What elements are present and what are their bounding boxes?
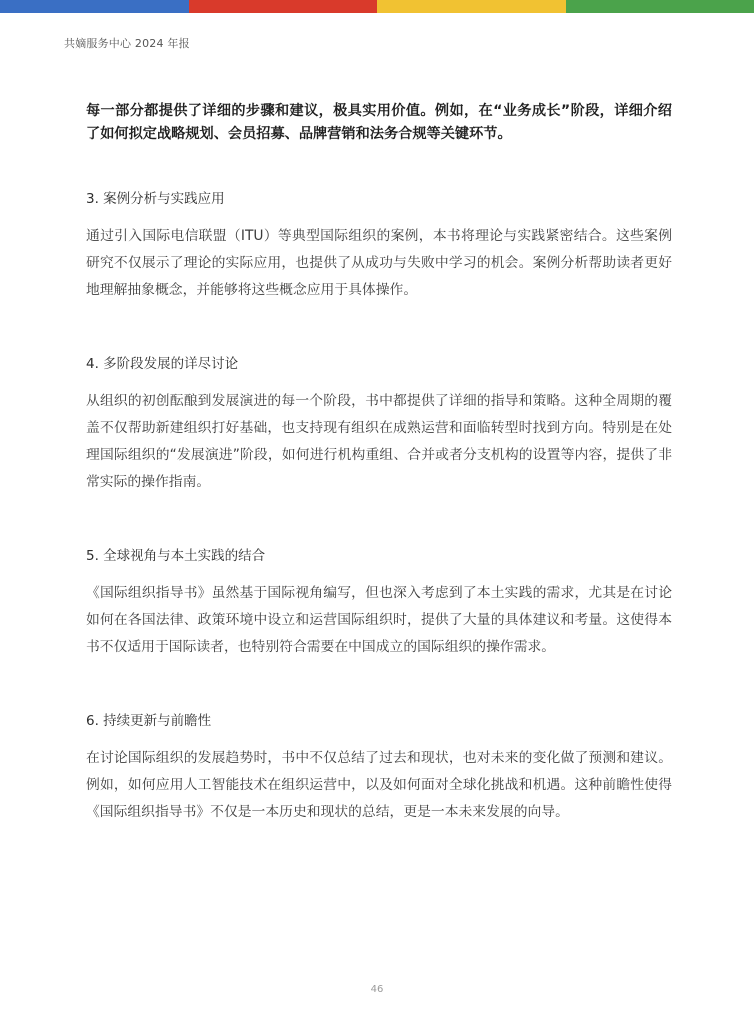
intro-paragraph: 每一部分都提供了详细的步骤和建议，极具实用价值。例如，在“业务成长”阶段，详细介绍了如何拟定战略规划、会员招募、品牌营销和法务合规等关键环节。 xyxy=(86,103,672,142)
section-heading: 3. 案例分析与实践应用 xyxy=(86,191,225,207)
top-color-bar xyxy=(0,0,754,13)
page-number: 46 xyxy=(370,984,384,995)
header-title: 共嫡服务中心 2024 年报 xyxy=(64,37,190,50)
section-heading: 6. 持续更新与前瞻性 xyxy=(86,713,212,729)
color-bar-blue xyxy=(0,0,189,13)
section-body: 在讨论国际组织的发展趋势时，书中不仅总结了过去和现状，也对未来的变化做了预测和建议。例如，如何应用人工智能技术在组织运营中，以及如何面对全球化挑战和机遇。这种前瞻性使得《国际组织指导书》不仅是一本历史和现状的总结，更是一本未来发展的向导。 xyxy=(86,750,672,820)
section-heading: 4. 多阶段发展的详尽讨论 xyxy=(86,356,239,372)
page-content xyxy=(86,100,672,826)
color-bar-yellow xyxy=(377,0,566,13)
section-heading: 5. 全球视角与本土实践的结合 xyxy=(86,548,266,564)
section-body: 《国际组织指导书》虽然基于国际视角编写，但也深入考虑到了本土实践的需求，尤其是在讨论如何在各国法律、政策环境中设立和运营国际组织时，提供了大量的具体建议和考量。这使得本书不仅适用于国际读者，也特别符合需要在中国成立的国际组织的操作需求。 xyxy=(86,585,672,655)
color-bar-red xyxy=(189,0,378,13)
section-body: 从组织的初创酝酿到发展演进的每一个阶段，书中都提供了详细的指导和策略。这种全周期的覆盖不仅帮助新建组织打好基础，也支持现有组织在成熟运营和面临转型时找到方向。特别是在处理国际组织的“发展演进”阶段，如何进行机构重组、合并或者分支机构的设置等内容，提供了非常实际的操作指南。 xyxy=(86,393,672,490)
color-bar-green xyxy=(566,0,754,13)
section-body: 通过引入国际电信联盟（ITU）等典型国际组织的案例，本书将理论与实践紧密结合。这些案例研究不仅展示了理论的实际应用，也提供了从成功与失败中学习的机会。案例分析帮助读者更好地理解抽象概念，并能够将这些概念应用于具体操作。 xyxy=(86,228,672,298)
